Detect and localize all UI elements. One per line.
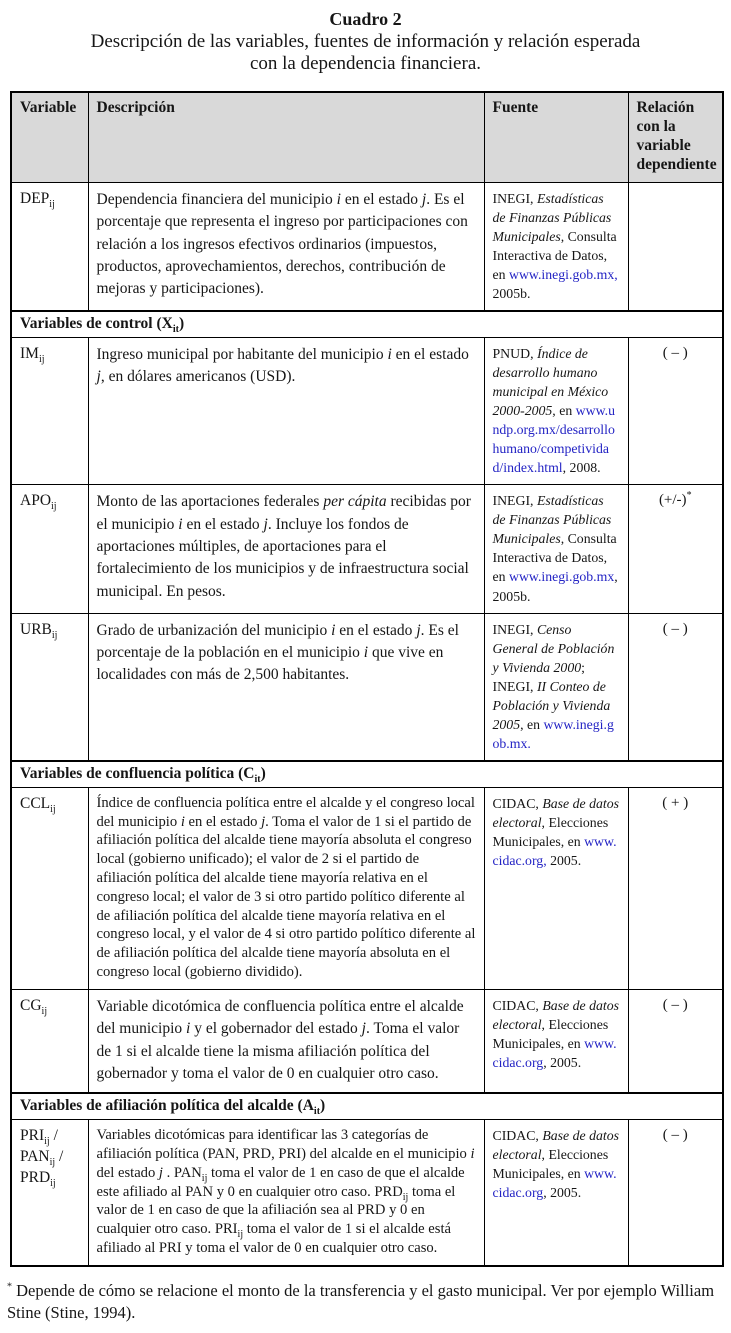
description-cell: Monto de las aportaciones federales per cápita recibidas por el municipio i en el estado j. Incluye los fondos de aportaciones múltiples, de aportaciones para el fortalecimiento de los municipios y de infraestructura social municipal. En pesos.: [88, 485, 484, 613]
section-header: Variables de afiliación política del alcalde $(A_{it})$: [11, 1093, 723, 1120]
relation-cell: ( – ): [628, 613, 723, 761]
column-header-relacion: Relación con la variable dependiente: [628, 92, 723, 182]
source-link[interactable]: www.cidac.org: [492, 1166, 617, 1201]
table-row: [11, 1120, 723, 1266]
description-cell: Variables dicotómicas para identificar las 3 categorías de afiliación política (PAN, PRD, PRI) del alcalde en el municipio i del estado j . $PAN_{ij}$ toma el valor de 1 en caso de que el alcalde este afiliado al PAN y 0 en cualquier otro caso. $PRD_{ij}$ toma el valor de 1 en caso de que la afiliación sea al PRD y 0 en cualquier otro caso. $PRI_{ij}$ toma el valor de 1 si el alcalde está afiliado al PRI y toma el valor de 0 en cualquier otro caso.: [88, 1120, 484, 1266]
section-row: [11, 1093, 723, 1120]
source-cell: INEGI, Censo General de Población y Vivienda 2000; INEGI, II Conteo de Población y Vivienda 2005, en www.inegi.gob.mx.: [484, 613, 628, 761]
section-header: Variables de control $(X_{it})$: [11, 311, 723, 338]
source-link[interactable]: www.inegi.gob.mx: [508, 569, 615, 585]
source-cell: CIDAC, Base de datos electoral, Elecciones Municipales, en www.cidac.org, 2005.: [484, 787, 628, 989]
description-cell: Grado de urbanización del municipio i en el estado j. Es el porcentaje de la población en el municipio i que vive en localidades con más de 2,500 habitantes.: [88, 613, 484, 761]
footnote: * Depende de cómo se relacione el monto de la transferencia y el gasto municipal. Ver por ejemplo William Stine (Stine, 1994).: [7, 1280, 715, 1322]
variables-table: [10, 91, 724, 1267]
variable-cell: $APO_{ij}$: [11, 485, 88, 613]
table-row: [11, 182, 723, 311]
source-cell: INEGI, Estadísticas de Finanzas Públicas Municipales, Consulta Interactiva de Datos, en www.inegi.gob.mx, 2005b.: [484, 485, 628, 613]
description-cell: Ingreso municipal por habitante del municipio i en el estado j, en dólares americanos (USD).: [88, 338, 484, 485]
relation-cell: ( – ): [628, 338, 723, 485]
header-row: [11, 92, 723, 182]
source-cell: PNUD, Índice de desarrollo humano municipal en México 2000-2005, en www.undp.org.mx/desarrollohumano/competividad/index.html, 2008.: [484, 338, 628, 485]
table-body: [11, 182, 723, 1265]
source-link[interactable]: www.undp.org.mx/desarrollohumano/competividad/index.html: [492, 403, 616, 476]
relation-cell: (+/-)*: [628, 485, 723, 613]
variable-cell: $CG_{ij}$: [11, 989, 88, 1093]
source-link[interactable]: www.cidac.org,: [492, 833, 617, 868]
table-caption-line2: con la dependencia financiera.: [249, 52, 482, 74]
variable-cell: $URB_{ij}$: [11, 613, 88, 761]
table-row: [11, 787, 723, 989]
table-title-block: [6, 8, 725, 75]
variable-cell: $IM_{ij}$: [11, 338, 88, 485]
description-cell: Variable dicotómica de confluencia política entre el alcalde del municipio i y el gobernador del estado j. Toma el valor de 1 si el alcalde tiene la misma afiliación política del gobernador y toma el valor de 0 en cualquier otro caso.: [88, 989, 484, 1093]
variable-cell: $DEP_{ij}$: [11, 182, 88, 311]
column-header-fuente: Fuente: [484, 92, 628, 182]
table-row: [11, 485, 723, 613]
relation-cell: [628, 182, 723, 311]
table-row: [11, 613, 723, 761]
relation-cell: ( + ): [628, 787, 723, 989]
relation-cell: ( – ): [628, 989, 723, 1093]
source-link[interactable]: www.inegi.gob.mx.: [492, 716, 614, 751]
description-cell: Índice de confluencia política entre el alcalde y el congreso local del municipio i en el estado j. Toma el valor de 1 si el partido de afiliación política del alcalde tiene mayoría absoluta el congreso local (gobierno unificado); el valor de 2 si el partido de afiliación política del alcalde tiene mayoría relativa en el congreso local; el valor de 3 si otro partido político diferente al de afiliación política del alcalde tiene mayoría relativa en el congreso local, y el valor de 4 si otro partido político diferente al de afiliación política del alcalde tiene mayoría absoluta en el congreso local (gobierno dividido).: [88, 787, 484, 989]
source-link[interactable]: www.inegi.gob.mx,: [508, 267, 618, 283]
source-link[interactable]: www.cidac.org: [492, 1035, 617, 1070]
table-caption-line1: Descripción de las variables, fuentes de información y relación esperada: [90, 30, 641, 52]
description-cell: Dependencia financiera del municipio i en el estado j. Es el porcentaje que representa el ingreso por participaciones con relación a los ingresos efectivos ordinarios (impuestos, productos, aprovechamientos, derechos, contribución de mejoras y participaciones).: [88, 182, 484, 311]
table-row: [11, 989, 723, 1093]
variable-cell: $CCL_{ij}$: [11, 787, 88, 989]
source-cell: CIDAC, Base de datos electoral, Elecciones Municipales, en www.cidac.org, 2005.: [484, 1120, 628, 1266]
section-row: [11, 761, 723, 788]
section-row: [11, 311, 723, 338]
source-cell: INEGI, Estadísticas de Finanzas Públicas Municipales, Consulta Interactiva de Datos, en www.inegi.gob.mx, 2005b.: [484, 182, 628, 311]
source-cell: CIDAC, Base de datos electoral, Elecciones Municipales, en www.cidac.org, 2005.: [484, 989, 628, 1093]
table-row: [11, 338, 723, 485]
relation-cell: ( – ): [628, 1120, 723, 1266]
table-number: Cuadro 2: [329, 9, 402, 29]
variable-cell: $PRI_{ij}$ / $PAN_{ij}$ / $PRD_{ij}$: [11, 1120, 88, 1266]
section-header: Variables de confluencia política $(C_{it})$: [11, 761, 723, 788]
table-header-row: [11, 92, 723, 182]
column-header-variable: Variable: [11, 92, 88, 182]
column-header-descripcion: Descripción: [88, 92, 484, 182]
